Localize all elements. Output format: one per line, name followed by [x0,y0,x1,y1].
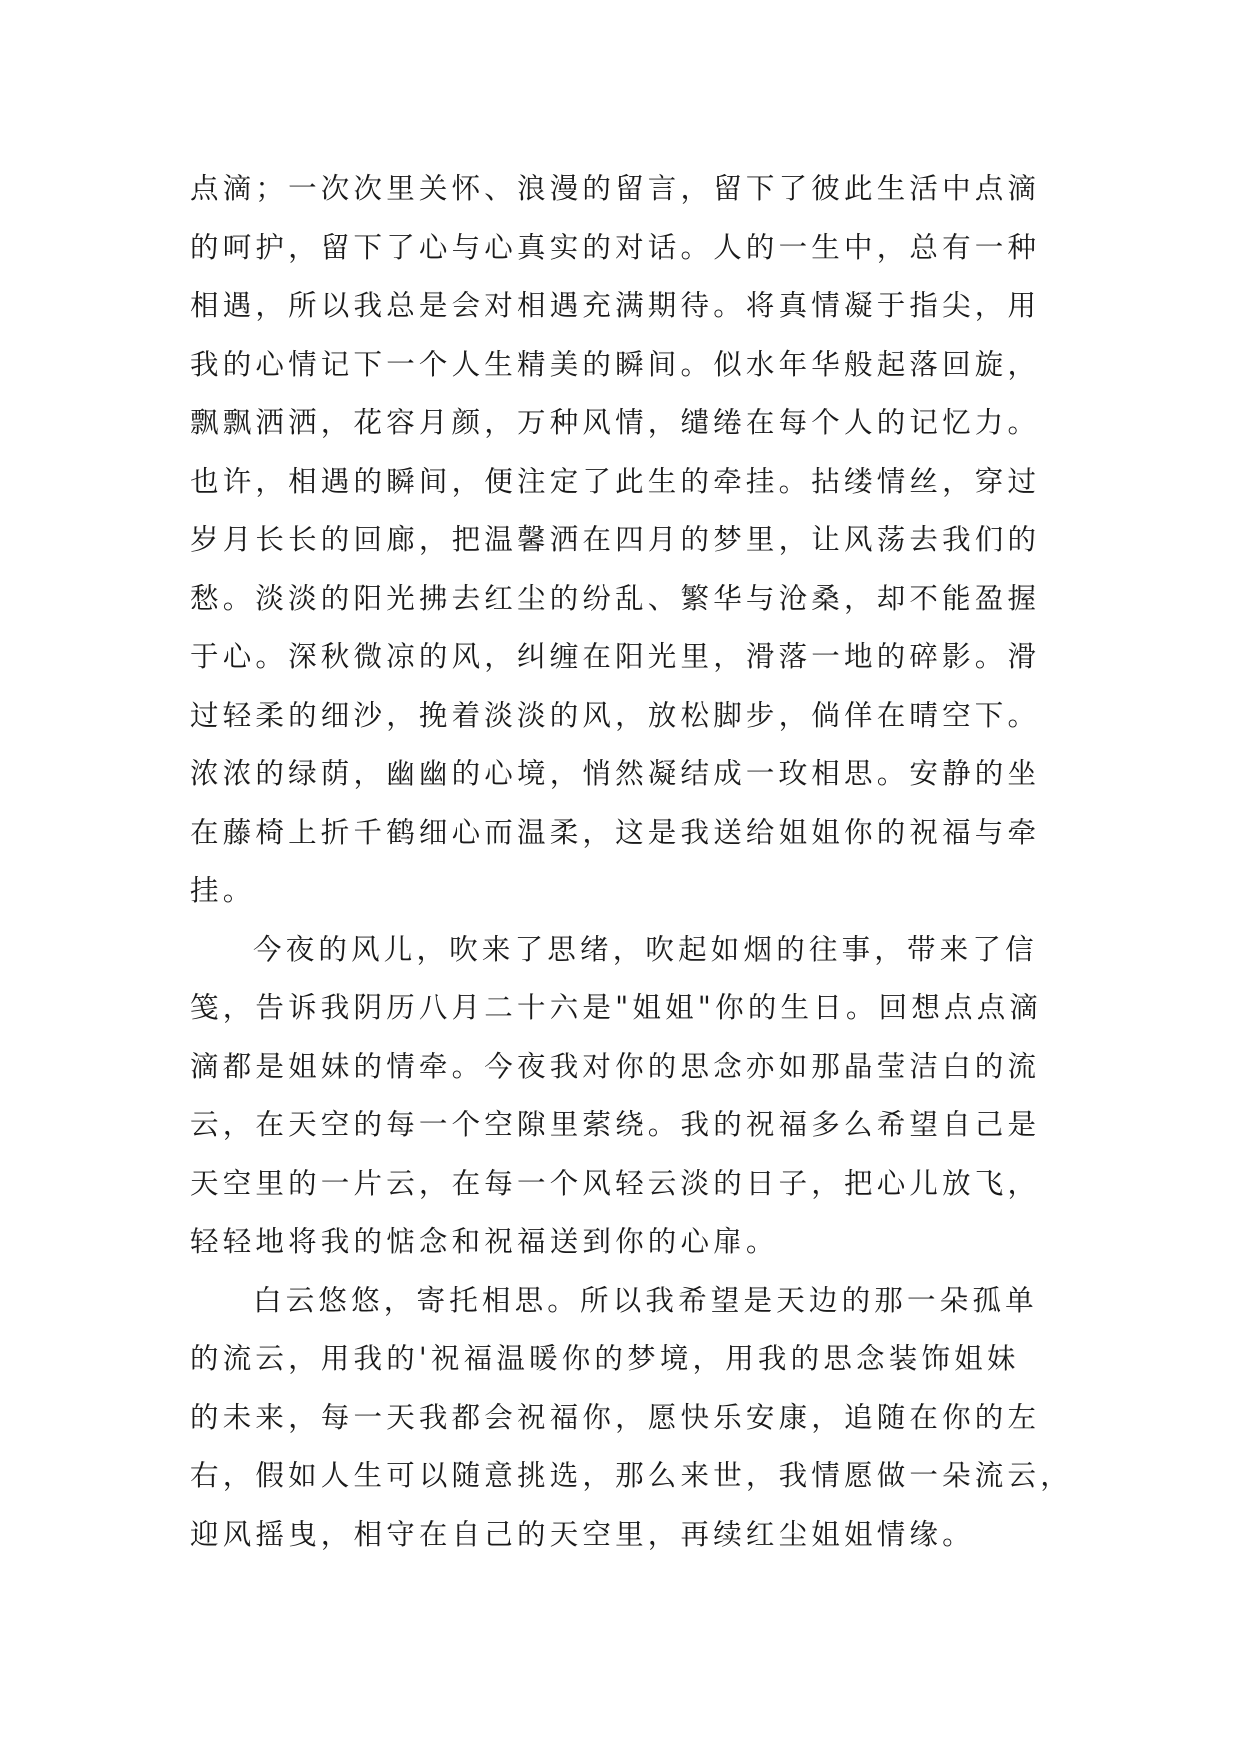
text-line: 迎风摇曳，相守在自己的天空里，再续红尘姐姐情缘。 [190,1517,975,1551]
text-line: 天空里的一片云，在每一个风轻云淡的日子，把心儿放飞， [190,1166,1041,1200]
text-line: 于心。深秋微凉的风，纠缠在阳光里，滑落一地的碎影。滑 [190,640,1041,673]
text-line: 轻轻地将我的惦念和祝福送到你的心扉。 [190,1225,779,1258]
text-line: 浓浓的绿荫，幽幽的心境，悄然凝结成一玫相思。安静的坐 [190,757,1041,790]
text-line: 挂。 [190,874,256,907]
text-line: 右，假如人生可以随意挑选，那么来世，我情愿做一朵流云， [190,1459,1073,1492]
text-line: 云，在天空的每一个空隙里萦绕。我的祝福多么希望自己是 [190,1108,1041,1141]
text-line: 的呵护，留下了心与心真实的对话。人的一生中，总有一种 [190,230,1041,264]
paragraph-first-line: 今夜的风儿，吹来了思绪，吹起如烟的往事，带来了信 [253,932,1038,966]
text-line: 愁。淡淡的阳光拂去红尘的纷乱、繁华与沧桑，却不能盈握 [190,581,1041,615]
text-line: 的流云，用我的'祝福温暖你的梦境，用我的思念装饰姐妹 [190,1342,1020,1375]
text-line: 笺，告诉我阴历八月二十六是"姐姐"你的生日。回想点点滴 [190,991,1043,1024]
text-line: 飘飘洒洒，花容月颜，万种风情，缱绻在每个人的记忆力。 [190,406,1041,439]
text-line: 点滴；一次次里关怀、浪漫的留言，留下了彼此生活中点滴 [190,172,1041,205]
text-line: 也许，相遇的瞬间，便注定了此生的牵挂。拈缕情丝，穿过 [190,464,1041,498]
body-text [190,160,1073,1564]
text-line: 在藤椅上折千鹤细心而温柔，这是我送给姐姐你的祝福与牵 [190,815,1041,849]
text-line: 的未来，每一天我都会祝福你，愿快乐安康，追随在你的左 [190,1400,1041,1434]
paragraph-first-line: 白云悠悠，寄托相思。所以我希望是天边的那一朵孤单 [253,1283,1038,1317]
text-line: 相遇，所以我总是会对相遇充满期待。将真情凝于指尖，用 [190,289,1041,322]
text-line: 过轻柔的细沙，挽着淡淡的风，放松脚步，倘佯在晴空下。 [190,698,1041,732]
text-line: 我的心情记下一个人生精美的瞬间。似水年华般起落回旋， [190,347,1041,381]
text-line: 岁月长长的回廊，把温馨洒在四月的梦里，让风荡去我们的 [190,523,1041,556]
text-line: 滴都是姐妹的情牵。今夜我对你的思念亦如那晶莹洁白的流 [190,1049,1041,1083]
